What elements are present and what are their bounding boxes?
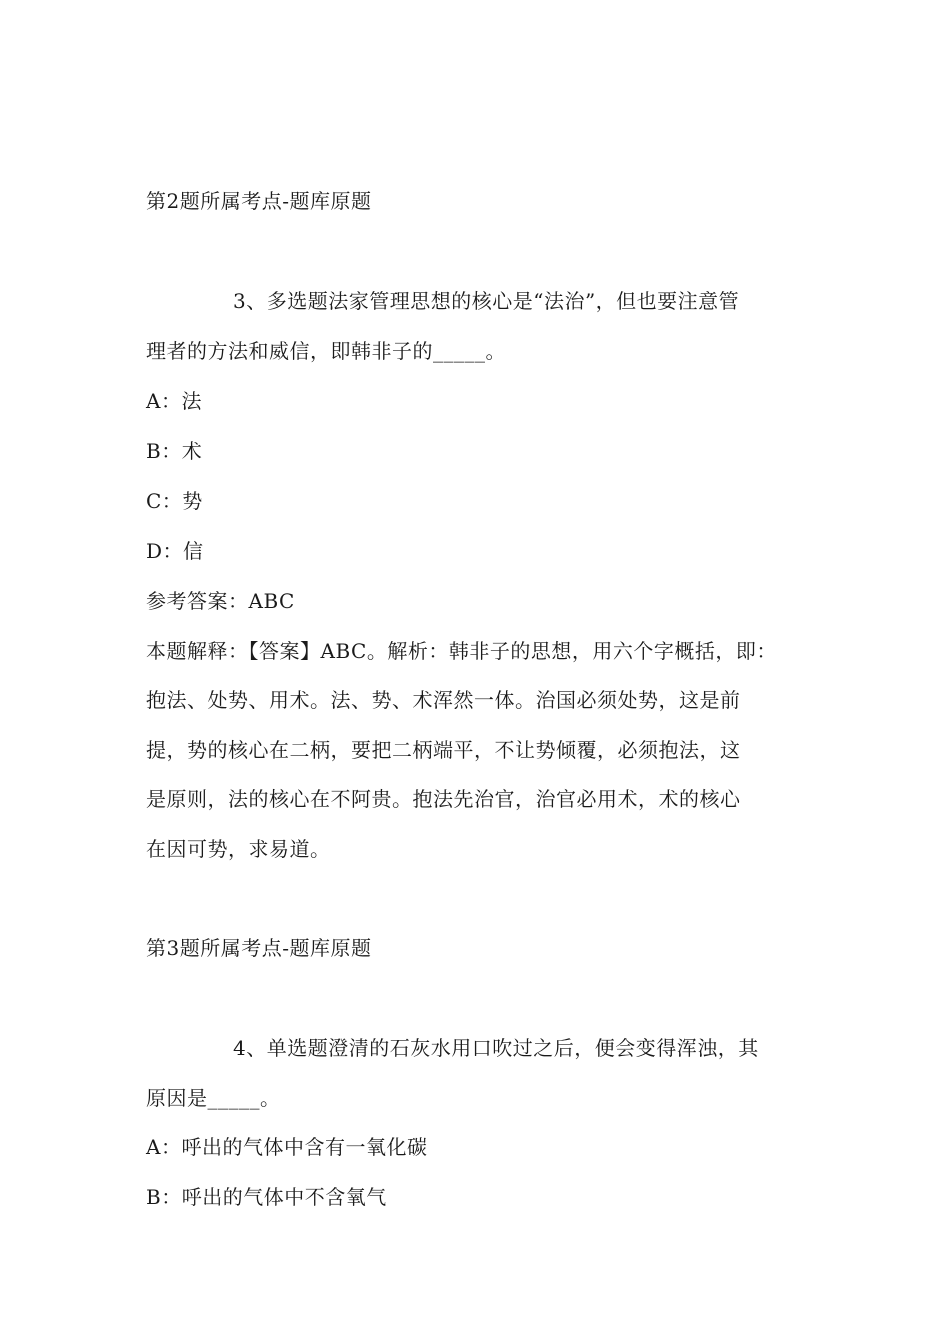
section-label-q3: 第3题所属考点-题库原题 (146, 936, 372, 960)
question-3-option-a: A：法 (146, 389, 202, 413)
question-3-stem-line-1: 3、多选题法家管理思想的核心是“法治”，但也要注意管 (233, 289, 740, 313)
question-3-explanation-line-1: 本题解释：【答案】ABC。解析：韩非子的思想，用六个字概括，即： (146, 639, 777, 663)
question-4-stem-line-2: 原因是_____。 (146, 1086, 281, 1110)
question-3-explanation-line-4: 是原则，法的核心在不阿贵。抱法先治官，治官必用术，术的核心 (146, 787, 741, 811)
question-3-explanation-line-2: 抱法、处势、用术。法、势、术浑然一体。治国必须处势，这是前 (146, 688, 741, 712)
question-4-stem-line-1: 4、单选题澄清的石灰水用口吹过之后，便会变得浑浊，其 (233, 1036, 759, 1060)
question-4-option-a: A：呼出的气体中含有一氧化碳 (146, 1135, 428, 1159)
question-3-option-d: D：信 (146, 539, 204, 563)
question-3-explanation-line-5: 在因可势，求易道。 (146, 837, 331, 861)
section-label-q2: 第2题所属考点-题库原题 (146, 189, 372, 213)
question-3-answer: 参考答案：ABC (146, 589, 295, 613)
question-3-option-c: C：势 (146, 489, 203, 513)
question-3-option-b: B：术 (146, 439, 203, 463)
question-4-option-b: B：呼出的气体中不含氧气 (146, 1185, 387, 1209)
question-3-explanation-line-3: 提，势的核心在二柄，要把二柄端平，不让势倾覆，必须抱法，这 (146, 738, 741, 762)
question-3-stem-line-2: 理者的方法和威信，即韩非子的_____。 (146, 339, 506, 363)
